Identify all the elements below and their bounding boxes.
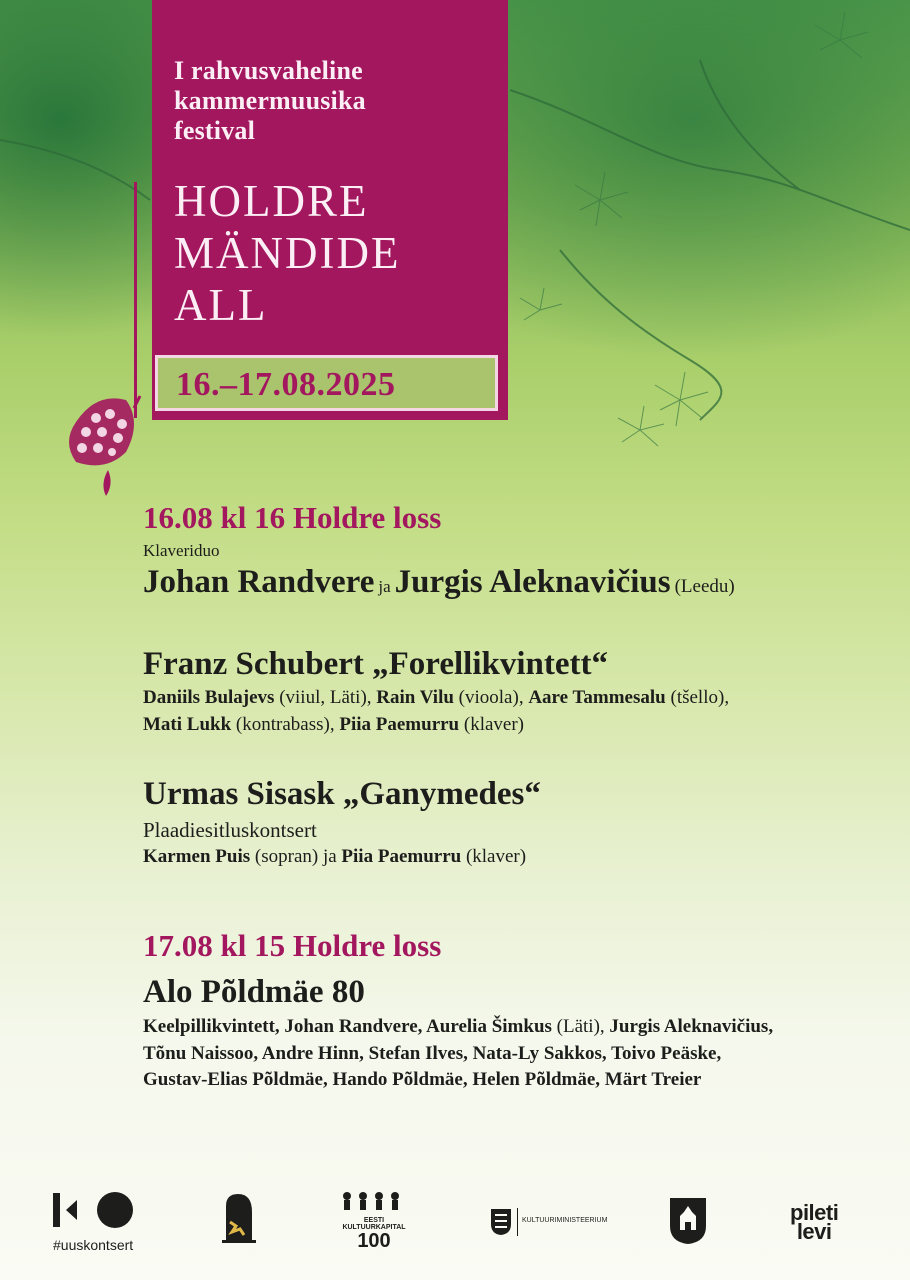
kulka-logo xyxy=(338,1190,410,1251)
performer-name: Daniils Bulajevs xyxy=(143,687,275,708)
concert1-and: ja xyxy=(378,577,391,596)
ministry-name: KULTUURIMINISTEERIUM xyxy=(522,1217,608,1224)
festival-title-line-1: HOLDRE xyxy=(174,176,369,226)
performer-role: (klaver) xyxy=(461,846,527,867)
performer-role: (klaver) xyxy=(459,714,525,735)
festival-dates-box xyxy=(155,355,498,411)
kulka-100: 100 xyxy=(357,1230,391,1252)
performer-name: Karmen Puis xyxy=(143,846,251,867)
day1-heading: 16.08 kl 16 Holdre loss xyxy=(143,500,442,535)
concert2-performers-line-1 xyxy=(143,687,729,709)
concert3-title: Urmas Sisask „Ganymedes“ xyxy=(143,776,541,812)
municipality-shield-icon xyxy=(668,1196,708,1246)
performer-role: (kontrabass), xyxy=(231,714,340,735)
kulka-figures-icon xyxy=(339,1190,409,1212)
performer-name: Rain Vilu xyxy=(376,687,454,708)
piletilevi-text-2: levi xyxy=(796,1219,832,1244)
ministry-of-culture-logo xyxy=(490,1208,608,1238)
festival-subtitle-line-3: festival xyxy=(174,116,256,145)
piletilevi-logo xyxy=(790,1200,839,1244)
day2-heading: 17.08 kl 15 Holdre loss xyxy=(143,928,442,963)
day2-performers-line-3: Gustav-Elias Põldmäe, Hando Põldmäe, Helen Põldmäe, Märt Treier xyxy=(143,1069,702,1090)
performer-role: (sopran) ja xyxy=(250,846,342,867)
day2-concert-title: Alo Põldmäe 80 xyxy=(143,974,365,1010)
performer-role: (tšello), xyxy=(665,687,730,708)
performer-name: Mati Lukk xyxy=(143,714,232,735)
uuskontsert-logo-mark xyxy=(53,1190,143,1230)
concert1-performer-1: Johan Randvere xyxy=(143,564,375,600)
day2-performers-line-1 xyxy=(143,1016,773,1038)
concert1-country: (Leedu) xyxy=(674,576,735,597)
concert2-performers-line-2 xyxy=(143,714,524,736)
concert3-performers xyxy=(143,846,526,868)
concert1-label: Klaveriduo xyxy=(143,541,220,560)
concert2-title: Franz Schubert „Forellikvintett“ xyxy=(143,646,608,682)
performer-name: Piia Paemurru xyxy=(341,846,462,867)
estonia-coat-of-arms-icon xyxy=(490,1208,512,1236)
uuskontsert-hashtag: #uuskontsert xyxy=(53,1237,134,1253)
decorative-vertical-line xyxy=(134,182,137,418)
concert1-performers xyxy=(143,564,735,601)
performer-role: (viiul, Läti), xyxy=(274,687,377,708)
festival-title-line-3: ALL xyxy=(174,280,268,330)
uuskontsert-logo xyxy=(53,1190,143,1253)
performers-text: Keelpillikvintett, Johan Randvere, Aurelia Šimkus xyxy=(143,1016,552,1037)
concert1-performer-2: Jurgis Aleknavičius xyxy=(394,564,671,600)
performers-text: Jurgis Aleknavičius, xyxy=(609,1016,774,1037)
day2-performers-line-2: Tõnu Naissoo, Andre Hinn, Stefan Ilves, Nata-Ly Sakkos, Toivo Peäske, xyxy=(143,1043,722,1064)
performer-role: (vioola), xyxy=(453,687,529,708)
festival-dates: 16.–17.08.2025 xyxy=(176,366,396,403)
festival-title-line-2: MÄNDIDE xyxy=(174,228,401,278)
piletilevi-text-1: pileti xyxy=(790,1200,839,1225)
festival-title-block xyxy=(152,0,508,420)
performer-name: Piia Paemurru xyxy=(339,714,460,735)
performer-name: Aare Tammesalu xyxy=(528,687,666,708)
ministry-divider xyxy=(517,1208,518,1236)
concert3-subtitle: Plaadiesitluskontsert xyxy=(143,818,317,842)
pinecone-icon xyxy=(56,392,142,502)
festival-subtitle-line-2: kammermuusika xyxy=(174,86,366,115)
performer-country: (Läti), xyxy=(551,1016,610,1037)
kulka-name: EESTI KULTUURKAPITAL xyxy=(342,1217,406,1231)
piano-museum-logo xyxy=(218,1192,258,1246)
festival-subtitle-line-1: I rahvusvaheline xyxy=(174,56,363,85)
